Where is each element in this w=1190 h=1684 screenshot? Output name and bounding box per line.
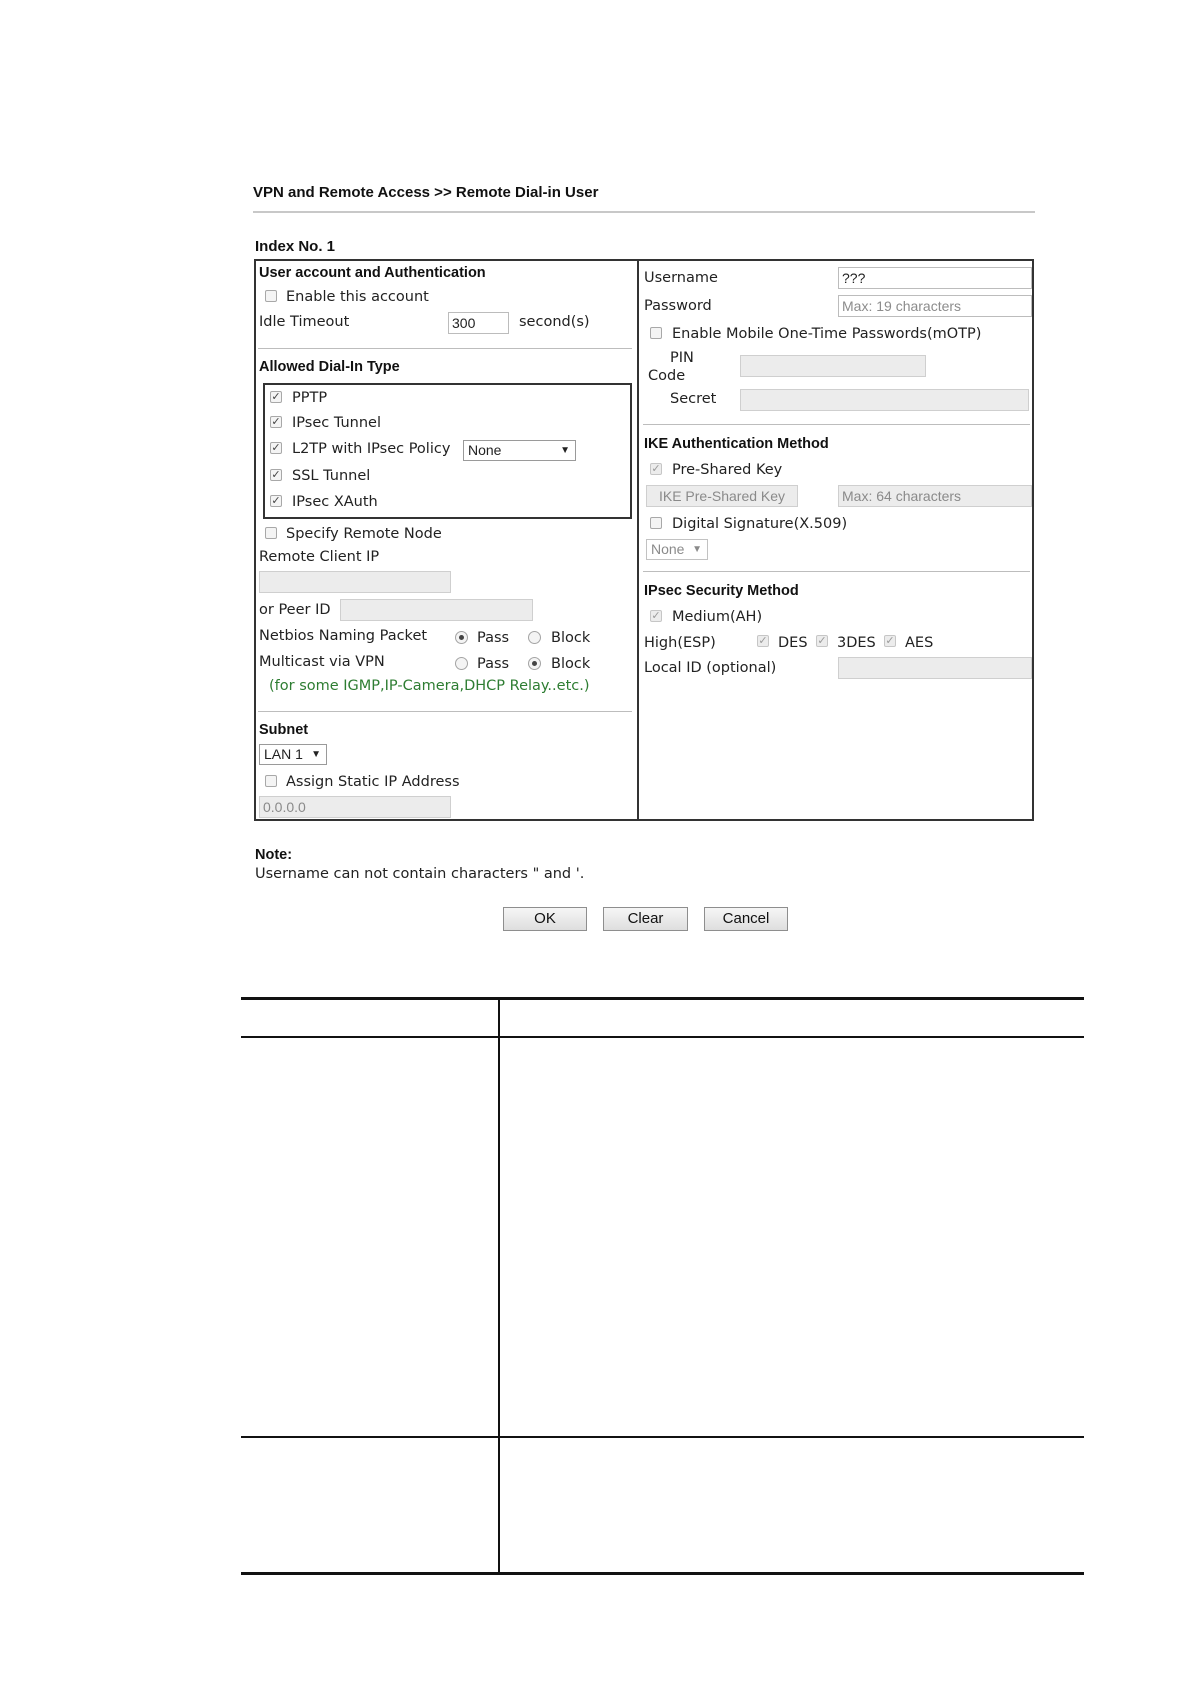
dialin-section-title: Allowed Dial-In Type xyxy=(259,359,400,375)
pre-shared-key-label: Pre-Shared Key xyxy=(672,462,783,478)
table-bottom-rule xyxy=(241,1572,1084,1575)
ssl-tunnel-label: SSL Tunnel xyxy=(292,468,371,484)
idle-timeout-label: Idle Timeout xyxy=(259,314,350,330)
multicast-pass-radio[interactable] xyxy=(455,657,468,670)
l2tp-policy-value: None xyxy=(468,442,502,458)
motp-label: Enable Mobile One-Time Passwords(mOTP) xyxy=(672,326,982,342)
page-title: VPN and Remote Access >> Remote Dial-in User xyxy=(253,184,599,201)
cancel-button[interactable]: Cancel xyxy=(704,907,788,931)
digital-signature-select[interactable] xyxy=(646,539,708,560)
des-checkbox[interactable] xyxy=(757,635,769,647)
section-divider xyxy=(258,711,632,712)
pin-label: PIN xyxy=(670,350,694,366)
netbios-block-label: Block xyxy=(551,630,591,646)
title-divider xyxy=(253,211,1035,213)
ike-pre-shared-key-input[interactable]: Max: 64 characters xyxy=(838,485,1032,507)
check-icon: ✓ xyxy=(271,390,281,403)
subnet-section-title: Subnet xyxy=(259,722,309,738)
3des-label: 3DES xyxy=(837,635,876,651)
assign-static-ip-checkbox[interactable] xyxy=(265,775,277,787)
subnet-select[interactable] xyxy=(259,744,327,765)
username-input[interactable]: ??? xyxy=(838,267,1032,289)
ipsec-xauth-label: IPsec XAuth xyxy=(292,494,378,510)
check-icon: ✓ xyxy=(271,468,281,481)
check-icon: ✓ xyxy=(271,494,281,507)
idle-timeout-unit: second(s) xyxy=(519,314,590,330)
chevron-down-icon: ▼ xyxy=(311,749,321,760)
check-icon: ✓ xyxy=(271,441,281,454)
motp-checkbox[interactable] xyxy=(650,327,662,339)
note-body: Username can not contain characters " and '. xyxy=(255,866,585,882)
assign-static-ip-label: Assign Static IP Address xyxy=(286,774,460,790)
clear-button[interactable]: Clear xyxy=(603,907,688,931)
3des-checkbox[interactable] xyxy=(816,635,828,647)
l2tp-label: L2TP with IPsec Policy xyxy=(292,441,451,457)
multicast-pass-label: Pass xyxy=(477,656,510,672)
digital-signature-value: None xyxy=(651,541,685,557)
aes-label: AES xyxy=(905,635,934,651)
pin-code-input[interactable] xyxy=(740,355,926,377)
username-label: Username xyxy=(644,270,718,286)
netbios-pass-radio[interactable] xyxy=(455,631,468,644)
ike-section-title: IKE Authentication Method xyxy=(644,436,829,452)
pptp-label: PPTP xyxy=(292,390,328,406)
local-id-input[interactable] xyxy=(838,657,1032,679)
index-label: Index No. 1 xyxy=(255,238,336,255)
peer-id-input[interactable] xyxy=(340,599,533,621)
account-section-title: User account and Authentication xyxy=(259,265,486,281)
chevron-down-icon: ▼ xyxy=(560,445,570,456)
chevron-down-icon: ▼ xyxy=(692,544,702,555)
section-divider xyxy=(643,424,1030,425)
table-header-rule xyxy=(241,1036,1084,1038)
check-icon: ✓ xyxy=(651,609,661,622)
digital-signature-label: Digital Signature(X.509) xyxy=(672,516,848,532)
multicast-block-radio[interactable] xyxy=(528,657,541,670)
section-divider xyxy=(643,571,1030,572)
specify-remote-node-label: Specify Remote Node xyxy=(286,526,442,542)
static-ip-input[interactable]: 0.0.0.0 xyxy=(259,796,451,818)
ipsec-tunnel-label: IPsec Tunnel xyxy=(292,415,381,431)
peer-id-label: or Peer ID xyxy=(259,602,331,618)
specify-remote-node-checkbox[interactable] xyxy=(265,527,277,539)
medium-ah-checkbox[interactable] xyxy=(650,610,662,622)
check-icon: ✓ xyxy=(271,415,281,428)
password-input[interactable]: Max: 19 characters xyxy=(838,295,1032,317)
enable-account-checkbox[interactable] xyxy=(265,290,277,302)
secret-label: Secret xyxy=(670,391,717,407)
netbios-pass-label: Pass xyxy=(477,630,510,646)
des-label: DES xyxy=(778,635,808,651)
idle-timeout-input[interactable]: 300 xyxy=(448,312,509,334)
panel-column-divider xyxy=(637,259,639,821)
password-label: Password xyxy=(644,298,712,314)
multicast-block-label: Block xyxy=(551,656,591,672)
ssl-tunnel-checkbox[interactable] xyxy=(270,469,282,481)
table-top-rule xyxy=(241,997,1084,1000)
l2tp-policy-select[interactable] xyxy=(463,440,576,461)
subnet-value: LAN 1 xyxy=(264,746,303,762)
table-column-divider xyxy=(498,998,500,1573)
netbios-block-radio[interactable] xyxy=(528,631,541,644)
table-row-rule xyxy=(241,1436,1084,1438)
high-esp-label: High(ESP) xyxy=(644,635,716,651)
l2tp-checkbox[interactable] xyxy=(270,442,282,454)
enable-account-label: Enable this account xyxy=(286,289,429,305)
check-icon: ✓ xyxy=(817,634,827,647)
section-divider xyxy=(258,348,632,349)
ipsec-section-title: IPsec Security Method xyxy=(644,583,799,599)
medium-ah-label: Medium(AH) xyxy=(672,609,763,625)
multicast-note: (for some IGMP,IP-Camera,DHCP Relay..etc.) xyxy=(269,678,590,694)
pptp-checkbox[interactable] xyxy=(270,391,282,403)
multicast-label: Multicast via VPN xyxy=(259,654,385,670)
note-title: Note: xyxy=(255,847,293,863)
remote-client-ip-input[interactable] xyxy=(259,571,451,593)
check-icon: ✓ xyxy=(651,462,661,475)
ike-pre-shared-key-button[interactable]: IKE Pre-Shared Key xyxy=(646,485,798,507)
aes-checkbox[interactable] xyxy=(884,635,896,647)
pin-code-label: Code xyxy=(648,368,686,384)
ok-button[interactable]: OK xyxy=(503,907,587,931)
netbios-label: Netbios Naming Packet xyxy=(259,628,428,644)
digital-signature-checkbox[interactable] xyxy=(650,517,662,529)
pre-shared-key-checkbox[interactable] xyxy=(650,463,662,475)
check-icon: ✓ xyxy=(758,634,768,647)
check-icon: ✓ xyxy=(885,634,895,647)
secret-input[interactable] xyxy=(740,389,1029,411)
local-id-label: Local ID (optional) xyxy=(644,660,777,676)
remote-client-ip-label: Remote Client IP xyxy=(259,549,380,565)
ipsec-xauth-checkbox[interactable] xyxy=(270,495,282,507)
ipsec-tunnel-checkbox[interactable] xyxy=(270,416,282,428)
